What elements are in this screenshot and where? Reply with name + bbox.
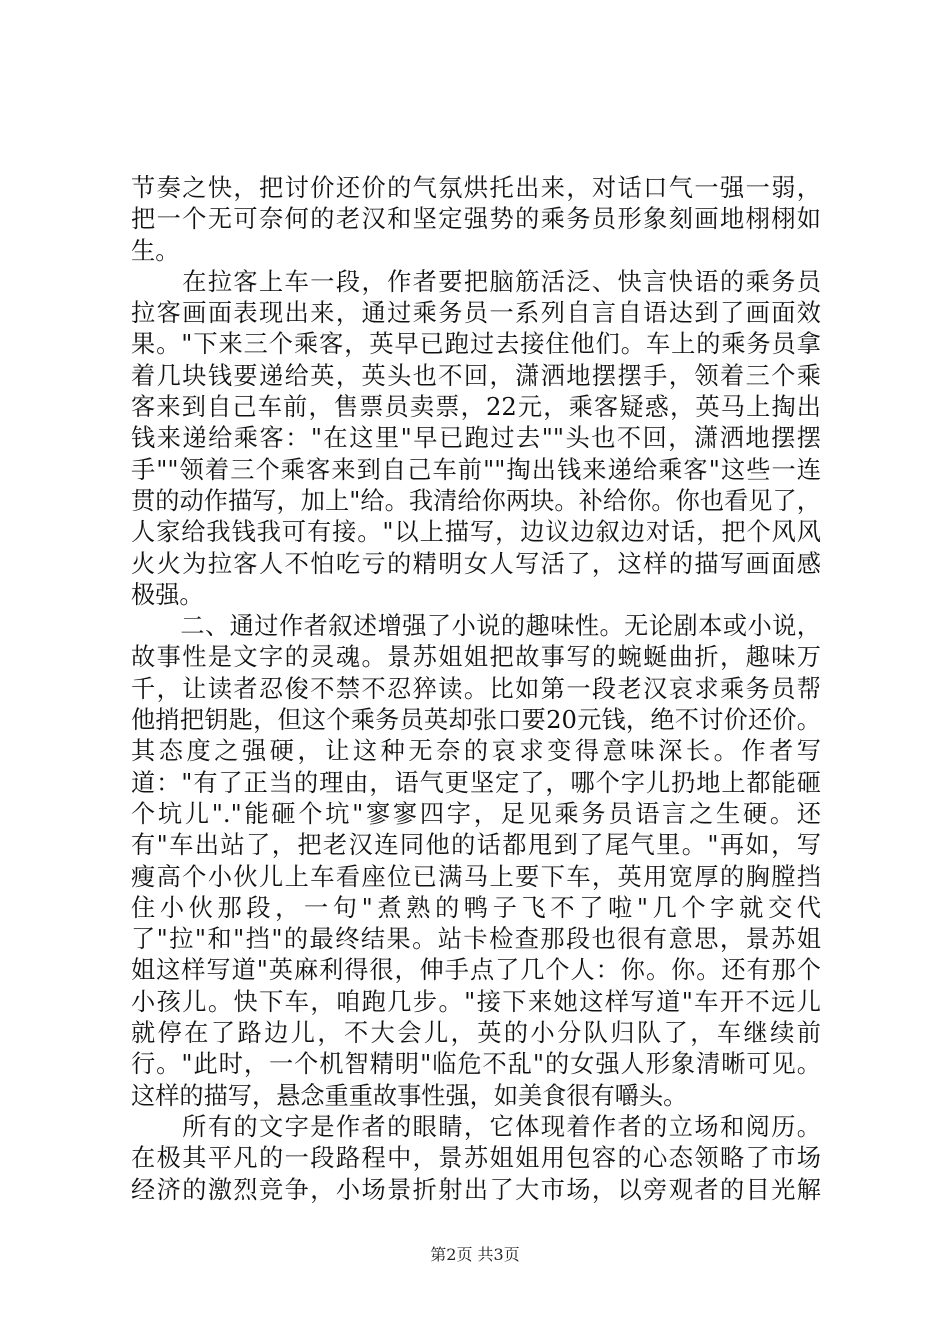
text-line: 他捎把钥匙，但这个乘务员英却张口要20元钱，绝不讨价还价。: [131, 706, 821, 735]
text-line: 人家给我钱我可有接。"以上描写，边议边叙边对话，把个风风: [131, 518, 821, 547]
text-line: 道："有了正当的理由，语气更坚定了，哪个字儿扔地上都能砸: [131, 768, 821, 797]
text-line: 贯的动作描写，加上"给。我清给你两块。补给你。你也看见了，: [131, 486, 821, 515]
page-footer: 第2页 共3页: [430, 1245, 520, 1264]
text-line: 着几块钱要递给英，英头也不回，潇洒地摆摆手，领着三个乘: [131, 361, 821, 390]
text-line: 二、通过作者叙述增强了小说的趣味性。无论剧本或小说，: [131, 612, 821, 641]
text-line: 个坑儿"."能砸个坑"寥寥四字，足见乘务员语言之生硬。还: [131, 799, 821, 828]
text-line: 千，让读者忍俊不禁不忍猝读。比如第一段老汉哀求乘务员帮: [131, 674, 821, 703]
text-line: 瘦高个小伙儿上车看座位已满马上要下车，英用宽厚的胸膛挡: [131, 862, 821, 891]
text-line: 极强。: [131, 580, 204, 609]
text-line: 就停在了路边儿，不大会儿，英的小分队归队了，车继续前: [131, 1019, 821, 1048]
text-line: 姐这样写道"英麻利得很，伸手点了几个人：你。你。还有那个: [131, 956, 821, 985]
text-line: 钱来递给乘客："在这里"早已跑过去""头也不回，潇洒地摆摆: [131, 424, 821, 453]
text-line: 客来到自己车前，售票员卖票，22元，乘客疑惑，英马上掏出: [131, 393, 821, 422]
text-line: 在极其平凡的一段路程中，景苏姐姐用包容的心态领略了市场: [131, 1144, 821, 1173]
text-line: 故事性是文字的灵魂。景苏姐姐把故事写的蜿蜒曲折，趣味万: [131, 643, 821, 672]
text-line: 拉客画面表现出来，通过乘务员一系列自言自语达到了画面效: [131, 299, 821, 328]
text-line: 这样的描写，悬念重重故事性强，如美食很有嚼头。: [131, 1081, 688, 1110]
text-line: 其态度之强硬，让这种无奈的哀求变得意味深长。作者写: [131, 737, 821, 766]
text-line: 果。"下来三个乘客，英早已跑过去接住他们。车上的乘务员拿: [131, 330, 821, 359]
text-line: 住小伙那段，一句"煮熟的鸭子飞不了啦"几个字就交代: [131, 893, 821, 922]
text-line: 手""领着三个乘客来到自己车前""掏出钱来递给乘客"这些一连: [131, 455, 821, 484]
text-line: 行。"此时，一个机智精明"临危不乱"的女强人形象清晰可见。: [131, 1050, 821, 1079]
text-line: 有"车出站了，把老汉连同他的话都甩到了尾气里。"再如，写: [131, 831, 821, 860]
text-line: 小孩儿。快下车，咱跑几步。"接下来她这样写道"车开不远儿: [131, 987, 821, 1016]
text-line: 火火为拉客人不怕吃亏的精明女人写活了，这样的描写画面感: [131, 549, 821, 578]
text-line: 节奏之快，把讨价还价的气氛烘托出来，对话口气一强一弱，: [131, 174, 821, 202]
text-line: 了"拉"和"挡"的最终结果。站卡检查那段也很有意思，景苏姐: [131, 925, 821, 954]
text-line: 生。: [131, 236, 180, 265]
text-line: 在拉客上车一段，作者要把脑筋活泛、快言快语的乘务员: [131, 267, 821, 296]
body-text: [131, 173, 821, 1206]
text-line: 所有的文字是作者的眼睛，它体现着作者的立场和阅历。: [131, 1112, 821, 1141]
text-line: 把一个无可奈何的老汉和坚定强势的乘务员形象刻画地栩栩如: [131, 205, 821, 234]
text-line: 经济的激烈竞争，小场景折射出了大市场，以旁观者的目光解: [131, 1175, 821, 1204]
